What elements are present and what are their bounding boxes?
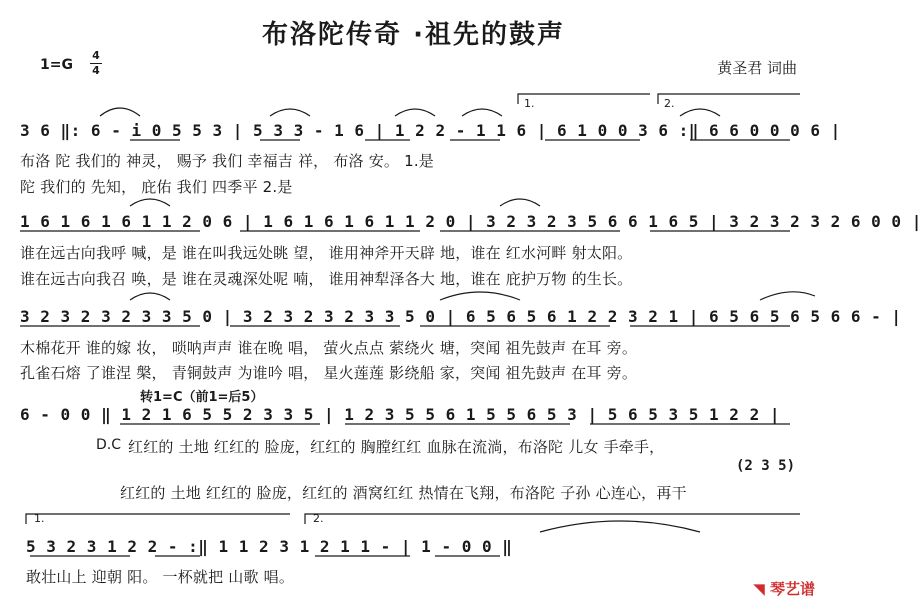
line-2-lyrics-verse-1: 谁在远古向我呼 喊，是 谁在叫我远处眺 望， 谁用神斧开天辟 地，谁在 红水河畔 射太阳。	[20, 244, 633, 262]
score-line-2-notes: 1 6 1 6 1 6 1 1 2 0 6 | 1 6 1 6 1 6 1 1 2 0 | 3 2 3 2 3 5 6 6 1 6 5 | 3 2 3 2 3 2 6 0 0 |	[20, 212, 922, 231]
slur	[462, 109, 502, 116]
slur	[395, 109, 435, 116]
meter-top: 4	[92, 49, 100, 62]
logo-mark-icon: ◥	[753, 580, 770, 598]
site-logo	[753, 578, 815, 599]
volta-bracket-4	[305, 514, 800, 524]
line-4-lyrics-verse-2: 红红的 土地 红红的 脸庞，红红的 酒窝红红 热情在飞翔，布洛陀 子孙 心连心，再干	[120, 484, 687, 502]
line-3-lyrics-verse-2: 孔雀石熔 了谁涅 槃， 青铜鼓声 为谁吟 唱， 星火莲莲 影绕船 家，突闻 祖先鼓声 在耳 旁。	[20, 364, 638, 382]
line-5-lyrics: 敢壮山上 迎朝 阳。 一杯就把 山歌 唱。	[26, 568, 295, 586]
modulation-marking: 转1=C（前1=后5）	[140, 390, 264, 405]
slur	[130, 292, 815, 300]
composer-credit: 黄圣君 词曲	[717, 59, 797, 77]
logo-text: 琴艺谱	[769, 580, 815, 598]
line-1-lyrics-verse-1: 布洛 陀 我们的 神灵， 赐予 我们 幸福吉 祥， 布洛 安。 1.是	[20, 152, 434, 170]
line-3-lyrics-verse-1: 木棉花开 谁的嫁 妆， 唢呐声声 谁在晚 唱， 萤火点点 萦绕火 塘，突闻 祖先鼓声 在耳 旁。	[20, 339, 638, 357]
key-signature: 1=G	[40, 57, 73, 73]
dc-marking: D.C	[96, 437, 122, 453]
slur	[540, 521, 700, 532]
meter-bottom: 4	[92, 64, 100, 77]
score-line-5-notes: 5 3 2 3 1 2 2 - :‖ 1 1 2 3 1 2 1 1 - | 1 - 0 0 ‖	[26, 537, 513, 556]
volta-first-ending-2: 1.	[34, 512, 45, 525]
volta-second-ending: 2.	[664, 97, 675, 110]
volta-bracket-2	[658, 94, 800, 104]
slur	[100, 108, 140, 116]
volta-bracket-1	[518, 94, 650, 104]
volta-second-ending-2: 2.	[313, 512, 324, 525]
slur	[270, 109, 310, 116]
score-line-1-notes: 3 6 ‖: 6 - i 0 5 5 3 | 5 3 3 - 1 6 | 1 2 2 - 1 1 6 | 6 1 0 0 3 6 :‖ 6 6 0 0 0 6 |	[20, 121, 841, 140]
line-1-lyrics-verse-2: 陀 我们的 先知， 庇佑 我们 四季平 2.是	[20, 178, 293, 196]
pickup-notes: (2 3 5)	[736, 458, 796, 474]
line-4-lyrics-verse-1: 红红的 土地 红红的 脸庞，红红的 胸膛红红 血脉在流淌，布洛陀 儿女 手牵手，	[128, 438, 665, 456]
song-title: 布洛陀传奇 ·祖先的鼓声	[262, 20, 565, 50]
slur	[680, 109, 720, 116]
slur	[130, 199, 540, 206]
score-line-3-notes: 3 2 3 2 3 2 3 3 5 0 | 3 2 3 2 3 2 3 3 5 0 | 6 5 6 5 6 1 2 2 3 2 1 | 6 5 6 5 6 5 6 6 - |	[20, 307, 902, 326]
score-line-4-notes: 6 - 0 0 ‖ 1 2 1 6 5 5 2 3 3 5 | 1 2 3 5 5 6 1 5 5 6 5 3 | 5 6 5 3 5 1 2 2 |	[20, 405, 780, 424]
volta-bracket-3	[26, 514, 290, 524]
line-2-lyrics-verse-2: 谁在远古向我召 唤，是 谁在灵魂深处呢 喃， 谁用神犁泽各大 地，谁在 庇护万物 的生长。	[20, 270, 633, 288]
volta-first-ending: 1.	[524, 97, 535, 110]
time-signature	[90, 50, 102, 77]
